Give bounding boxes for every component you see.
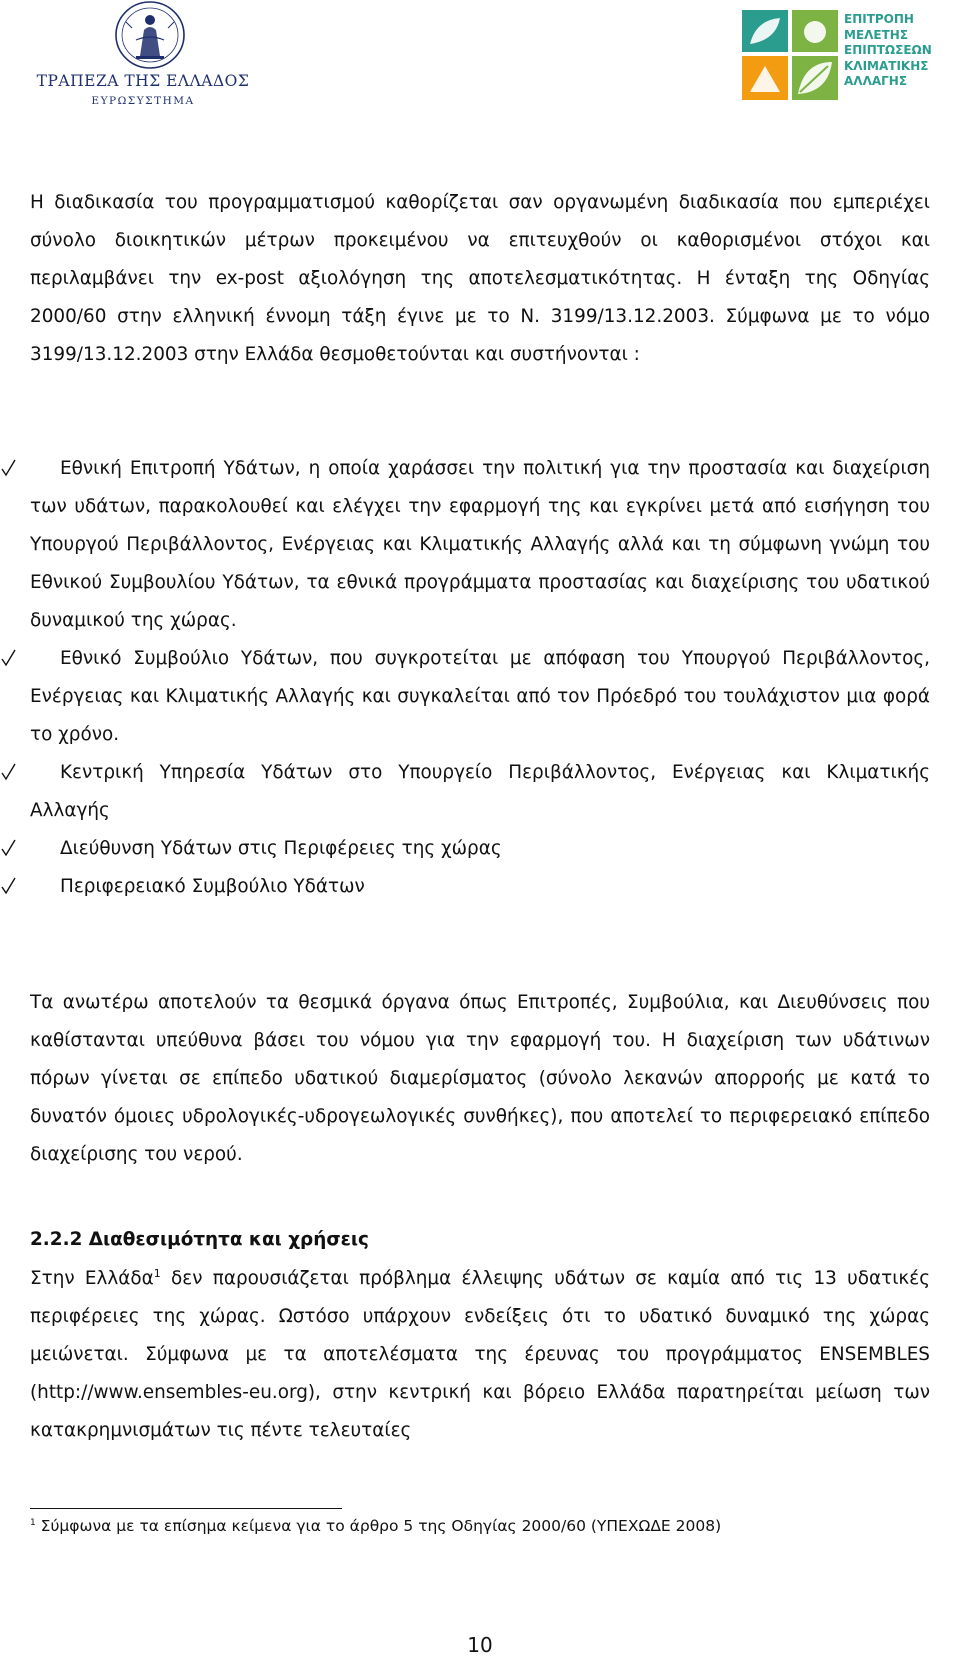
list-item <box>0 640 930 754</box>
footnote-number: 1 <box>30 1517 36 1528</box>
footnote-text: Σύμφωνα με τα επίσημα κείμενα για το άρθρο 5 της Οδηγίας 2000/60 (ΥΠΕΧΩΔΕ 2008) <box>35 1517 722 1535</box>
paragraph-text: δεν παρουσιάζεται πρόβλημα έλλειψης υδάτων σε καμία από τις 13 υδατικές περιφέρειες της χώρας. Ωστόσο υπάρχουν ενδείξεις ότι το υδατικό δυναμικό της χώρας μειώνεται. Σύμφωνα με τα αποτελέσματα της έρευνας του προγράμματος ENSEMBLES (http://www.ensembles-eu.org), στην κεντρική και βόρειο Ελλάδα παρατηρείται μείωση των κατακρημνισμάτων τις πέντε τελευταίες <box>30 1268 930 1441</box>
list-item-text: Εθνική Επιτροπή Υδάτων, η οποία χαράσσει την πολιτική για την προστασία και διαχείριση των υδάτων, παρακολουθεί και ελέγχει την εφαρμογή της και εγκρίνει μετά από εισήγηση του Υπουργού Περιβάλλοντος, Ενέργειας και Κλιματικής Αλλαγής αλλά και τη σύμφωνη γνώμη του Εθνικού Συμβουλίου Υδάτων, τα εθνικά προγράμματα προστασίας και διαχείρισης του υδατικού δυναμικού της χώρας. <box>30 458 930 631</box>
footnote <box>30 1514 721 1538</box>
committee-line: ΚΛΙΜΑΤΙΚΗΣ <box>844 58 929 73</box>
paragraph-text: Στην Ελλάδα <box>30 1268 154 1289</box>
bank-name: ΤΡΑΠΕΖΑ ΤΗΣ ΕΛΛΑΔΟΣ <box>36 72 250 90</box>
committee-line: ΑΛΛΑΓΗΣ <box>844 74 908 88</box>
checkmark-icon <box>0 450 18 488</box>
list-item-text: Διεύθυνση Υδάτων στις Περιφέρειες της χώρας <box>60 838 502 859</box>
list-item <box>0 868 930 906</box>
list-item <box>0 754 930 830</box>
institution-list <box>0 450 960 906</box>
committee-leaf-icon <box>742 10 838 100</box>
climate-committee-logo <box>742 10 952 110</box>
list-item-text: Εθνικό Συμβούλιο Υδάτων, που συγκροτείται με απόφαση του Υπουργού Περιβάλλοντος, Ενέργειας και Κλιματικής Αλλαγής και συγκαλείται από τον Πρόεδρό του τουλάχιστον μια φορά το χρόνο. <box>30 648 930 745</box>
committee-line: ΜΕΛΕΤΗΣ <box>844 27 909 42</box>
list-item <box>0 830 930 868</box>
committee-name <box>844 12 952 90</box>
list-item <box>0 450 930 640</box>
availability-paragraph <box>30 1260 930 1450</box>
checkmark-icon <box>0 830 18 868</box>
bank-subtitle: ΕΥΡΩΣΥΣΤΗΜΑ <box>91 95 195 107</box>
bodies-paragraph: Τα ανωτέρω αποτελούν τα θεσμικά όργανα όπως Επιτροπές, Συμβούλια, και Διευθύνσεις που καθίστανται υπεύθυνα βάσει του νόμου για την εφαρμογή του. Η διαχείριση των υδάτινων πόρων γίνεται σε επίπεδο υδατικού διαμερίσματος (σύνολο λεκανών απορροής με κατά το δυνατόν όμοιες υδρολογικές-υδρογεωλογικές συνθήκες), που αποτελεί το περιφερειακό επίπεδο διαχείρισης του νερού. <box>30 992 930 1165</box>
checkmark-icon <box>0 640 18 678</box>
checkmark-icon <box>0 868 18 906</box>
committee-line: ΕΠΙΠΤΩΣΕΩΝ <box>844 43 932 57</box>
bank-of-greece-logo <box>28 0 258 118</box>
footnote-reference[interactable]: 1 <box>153 1266 161 1280</box>
list-item-text: Κεντρική Υπηρεσία Υδάτων στο Υπουργείο Περιβάλλοντος, Ενέργειας και Κλιματικής Αλλαγής <box>30 762 930 821</box>
list-item-text: Περιφερειακό Συμβούλιο Υδάτων <box>60 876 365 897</box>
section-heading: 2.2.2 Διαθεσιμότητα και χρήσεις <box>30 1229 369 1250</box>
intro-paragraph: Η διαδικασία του προγραμματισμού καθορίζεται σαν οργανωμένη διαδικασία που εμπεριέχει σύνολο διοικητικών μέτρων προκειμένου να επιτευχθούν οι καθορισμένοι στόχοι και περιλαμβάνει την ex-post αξιολόγηση της αποτελεσματικότητας. Η ένταξη της Οδηγίας 2000/60 στην ελληνική έννομη τάξη έγινε με το Ν. 3199/13.12.2003. Σύμφωνα με το νόμο 3199/13.12.2003 στην Ελλάδα θεσμοθετούνται και συστήνονται : <box>30 192 930 365</box>
footnote-divider <box>30 1508 342 1509</box>
bank-seal-icon <box>106 0 194 72</box>
checkmark-icon <box>0 754 18 792</box>
committee-line: ΕΠΙΤΡΟΠΗ <box>844 12 914 26</box>
page-number: 10 <box>467 1633 493 1657</box>
